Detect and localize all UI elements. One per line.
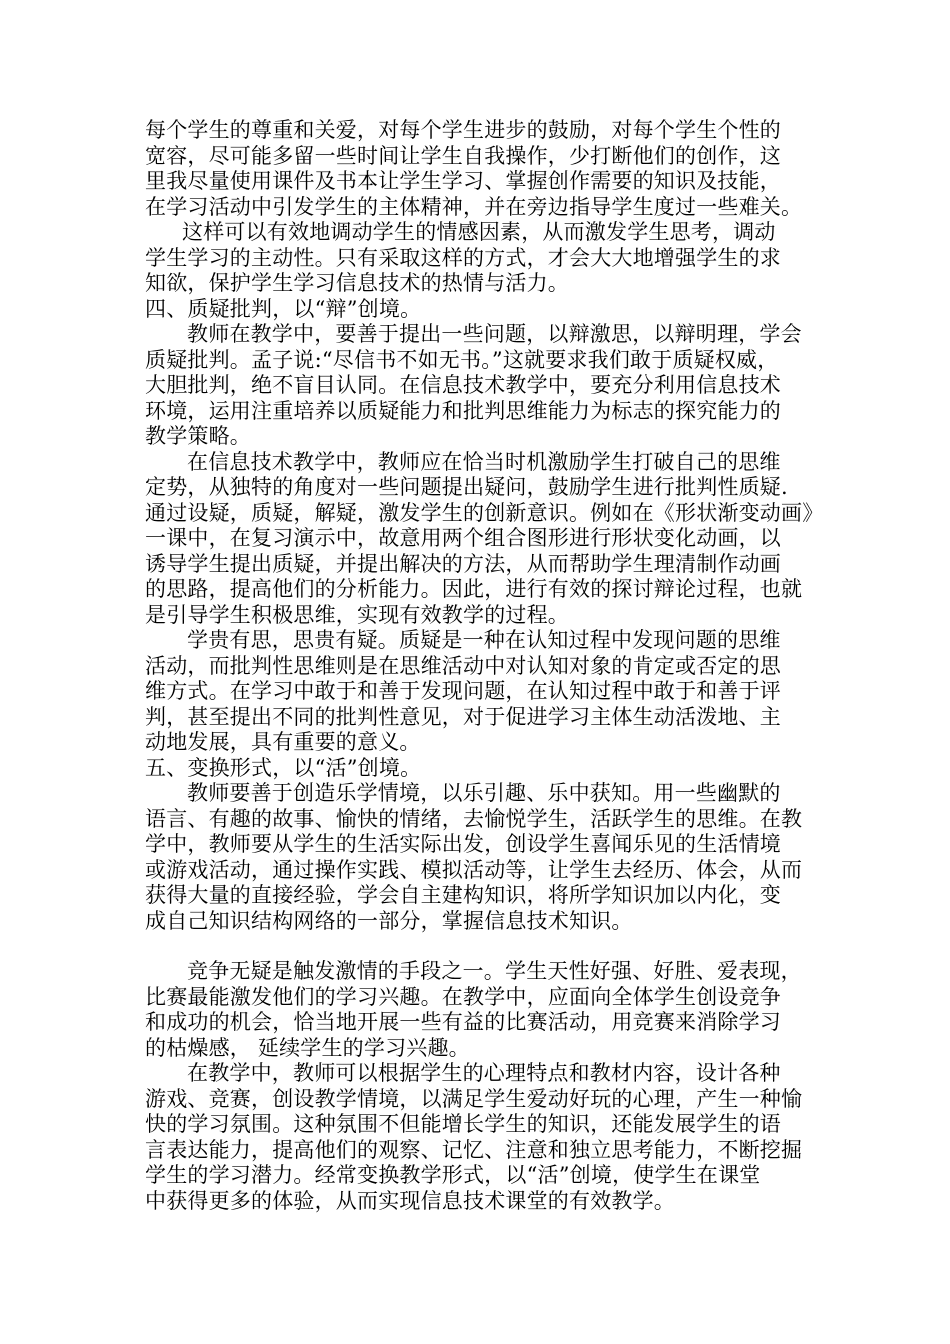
text-line: 五、变换形式，以“活”创境。 <box>145 755 422 780</box>
section-heading <box>145 756 817 782</box>
text-line: 快的学习氛围。这种氛围不但能增长学生的知识，还能发展学生的语 <box>145 1112 781 1136</box>
paragraph <box>145 449 824 629</box>
text-line: 或游戏活动，通过操作实践、模拟活动等，让学生去经历、体会，从而 <box>145 857 803 882</box>
text-line: 一课中，在复习演示中，故意用两个组合图形进行形状变化动画，以 <box>145 526 781 550</box>
text-line: 维方式。在学习中敢于和善于发现问题，在认知过程中敢于和善于评 <box>145 679 781 703</box>
text-line: 竞争无疑是触发激情的手段之一。学生天性好强、好胜、爱表现， <box>187 959 802 983</box>
text-line: 在信息技术教学中，教师应在恰当时机激励学生打破自己的思维 <box>187 449 781 474</box>
paragraph <box>145 322 817 450</box>
text-line: 是引导学生积极思维，实现有效教学的过程。 <box>145 602 569 627</box>
paragraph <box>145 628 817 756</box>
text-line: 教师在教学中，要善于提出一些问题，以辩激思，以辩明理，学会 <box>187 322 802 346</box>
text-line: 通过设疑，质疑，解疑，激发学生的创新意识。例如在《形状渐变动画》 <box>145 500 824 525</box>
text-line: 诱导学生提出质疑，并提出解决的方法，从而帮助学生理清制作动画 <box>145 551 781 576</box>
text-line: 获得大量的直接经验，学会自主建构知识，将所学知识加以内化，变 <box>145 883 781 907</box>
text-line: 的思路，提高他们的分析能力。因此，进行有效的探讨辩论过程，也就 <box>145 577 803 601</box>
paragraph <box>145 220 817 297</box>
paragraph-gap <box>145 934 817 959</box>
text-line: 学中，教师要从学生的生活实际出发，创设学生喜闻乐见的生活情境 <box>145 832 781 856</box>
text-line: 定势，从独特的角度对一些问题提出疑问，鼓励学生进行批判性质疑. <box>145 475 788 499</box>
text-line: 和成功的机会，恰当地开展一些有益的比赛活动，用竞赛来消除学习 <box>145 1010 781 1034</box>
paragraph <box>145 781 817 934</box>
text-line: 环境，运用注重培养以质疑能力和批判思维能力为标志的探究能力的 <box>145 398 781 423</box>
text-line: 知欲，保护学生学习信息技术的热情与活力。 <box>145 271 569 295</box>
text-line: 动地发展，具有重要的意义。 <box>145 730 421 754</box>
text-line: 每个学生的尊重和关爱，对每个学生进步的鼓励，对每个学生个性的 <box>145 118 781 142</box>
text-line: 大胆批判，绝不盲目认同。在信息技术教学中，要充分利用信息技术 <box>145 373 781 397</box>
text-line: 学生的学习潜力。经常变换教学形式，以“活”创境，使学生在课堂 <box>145 1163 761 1187</box>
paragraph <box>145 118 817 220</box>
paragraph <box>145 1061 817 1214</box>
text-line: 学贵有思，思贵有疑。质疑是一种在认知过程中发现问题的思维 <box>187 628 781 652</box>
text-line: 判，甚至提出不同的批判性意见，对于促进学习主体生动活泼地、主 <box>145 704 781 729</box>
text-line: 成自己知识结构网络的一部分，掌握信息技术知识。 <box>145 908 633 933</box>
text-line: 中获得更多的体验，从而实现信息技术课堂的有效教学。 <box>145 1188 675 1213</box>
text-line: 里我尽量使用课件及书本让学生学习、掌握创作需要的知识及技能， <box>145 169 781 193</box>
document-body <box>145 118 824 1214</box>
text-line: 教学策略。 <box>145 424 251 448</box>
text-line: 语言、有趣的故事、愉快的情绪，去愉悦学生，活跃学生的思维。在教 <box>145 806 803 831</box>
paragraph <box>145 959 817 1061</box>
text-line: 比赛最能激发他们的学习兴趣。在教学中，应面向全体学生创设竞争 <box>145 984 781 1009</box>
text-line: 四、质疑批判，以“辩”创境。 <box>145 296 422 321</box>
section-heading <box>145 297 817 323</box>
text-line: 游戏、竞赛，创设教学情境，以满足学生爱动好玩的心理，产生一种愉 <box>145 1086 803 1111</box>
text-line: 在学习活动中引发学生的主体精神，并在旁边指导学生度过一些难关。 <box>145 194 803 219</box>
text-line: 教师要善于创造乐学情境，以乐引趣、乐中获知。用一些幽默的 <box>187 781 781 805</box>
text-line: 质疑批判。孟子说:“尽信书不如无书。”这就要求我们敢于质疑权威， <box>145 347 779 372</box>
text-line: 学生学习的主动性。只有采取这样的方式，才会大大地增强学生的求 <box>145 245 781 270</box>
text-line: 言表达能力，提高他们的观察、记忆、注意和独立思考能力，不断挖掘 <box>145 1137 803 1162</box>
text-line: 宽容，尽可能多留一些时间让学生自我操作，少打断他们的创作，这 <box>145 143 781 168</box>
text-line: 在教学中，教师可以根据学生的心理特点和教材内容，设计各种 <box>187 1061 781 1085</box>
text-line: 的枯燥感， 延续学生的学习兴趣。 <box>145 1035 470 1060</box>
text-line: 活动，而批判性思维则是在思维活动中对认知对象的肯定或否定的思 <box>145 653 781 678</box>
text-line: 这样可以有效地调动学生的情感因素，从而激发学生思考，调动 <box>182 220 776 244</box>
